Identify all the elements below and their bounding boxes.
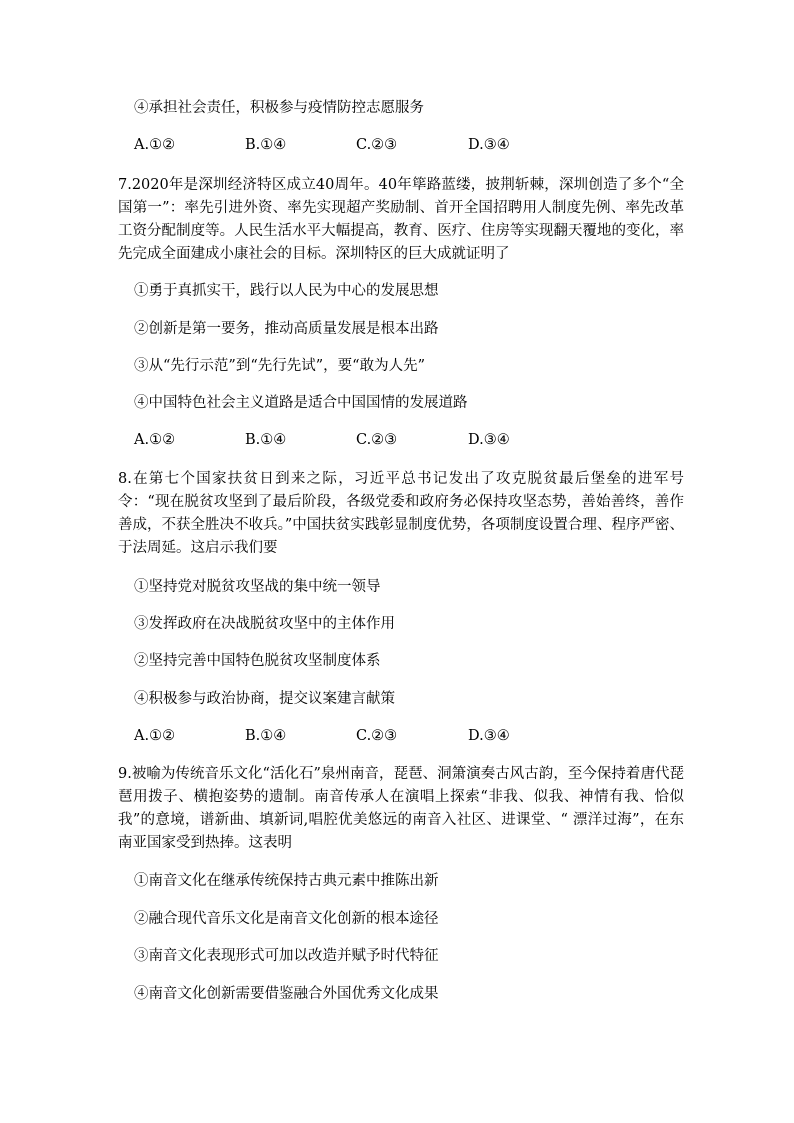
choice-a: A.①② [134, 728, 176, 744]
question-7-item-4: ④中国特色社会主义道路是适合中国国情的发展道路 [134, 395, 468, 411]
choice-d: D.③④ [468, 137, 510, 153]
choice-c: C.②③ [356, 728, 398, 744]
choice-c: C.②③ [356, 432, 398, 448]
question-9-item-3: ③南音文化表现形式可加以改造并赋予时代特征 [134, 948, 439, 964]
choice-c: C.②③ [356, 137, 398, 153]
choice-a: A.①② [134, 432, 176, 448]
question-8-item-2: ③发挥政府在决战脱贫攻坚中的主体作用 [134, 616, 395, 632]
question-9-item-2: ②融合现代音乐文化是南音文化创新的根本途径 [134, 911, 439, 927]
question-8-item-1: ①坚持党对脱贫攻坚战的集中统一领导 [134, 579, 381, 595]
fragment-item-4: ④承担社会责任，积极参与疫情防控志愿服务 [134, 100, 424, 116]
question-9-stem: 9.被喻为传统音乐文化“活化石”泉州南音，琵琶、洞箫演奏古风古韵，至今保持着唐代琵琶用拨子、横抱姿势的遗制。南音传承人在演唱上探索“非我、似我、神情有我、恰似我”的意境，谱新曲、填新词,唱腔优美悠远的南音入社区、进课堂、“ 漂洋过海”，在东南亚国家受到热捧。这表明 [118, 766, 684, 851]
question-8-item-4: ④积极参与政治协商，提交议案建言献策 [134, 691, 395, 707]
question-7-item-2: ②创新是第一要务，推动高质量发展是根本出路 [134, 321, 439, 337]
question-9-item-4: ④南音文化创新需要借鉴融合外国优秀文化成果 [134, 986, 439, 1002]
question-9-item-1: ①南音文化在继承传统保持古典元素中推陈出新 [134, 873, 439, 889]
question-7-stem: 7.2020年是深圳经济特区成立40周年。40年筚路蓝缕，披荆斩棘，深圳创造了多个“全国第一”：率先引进外资、率先实现超产奖励制、首开全国招聘用人制度先例、率先改革工资分配制度等。人民生活水平大幅提高，教育、医疗、住房等实现翻天覆地的变化，率先完成全面建成小康社会的目标。深圳特区的巨大成就证明了 [118, 177, 684, 262]
choice-d: D.③④ [468, 432, 510, 448]
question-8-item-3: ②坚持完善中国特色脱贫攻坚制度体系 [134, 653, 381, 669]
question-7-item-3: ③从“先行示范”到“先行先试”，要“敢为人先” [134, 358, 425, 374]
choice-b: B.①④ [245, 432, 287, 448]
choice-b: B.①④ [245, 728, 287, 744]
choice-a: A.①② [134, 137, 176, 153]
question-8-stem: 8.在第七个国家扶贫日到来之际，习近平总书记发出了攻克脱贫最后堡垒的进军号令：“现在脱贫攻坚到了最后阶段，各级党委和政府务必保持攻坚态势，善始善终，善作善成，不获全胜决不收兵。”中国扶贫实践彰显制度优势，各项制度设置合理、程序严密、于法周延。这启示我们要 [118, 471, 684, 556]
choice-d: D.③④ [468, 728, 510, 744]
choice-b: B.①④ [245, 137, 287, 153]
question-7-item-1: ①勇于真抓实干，践行以人民为中心的发展思想 [134, 283, 439, 299]
